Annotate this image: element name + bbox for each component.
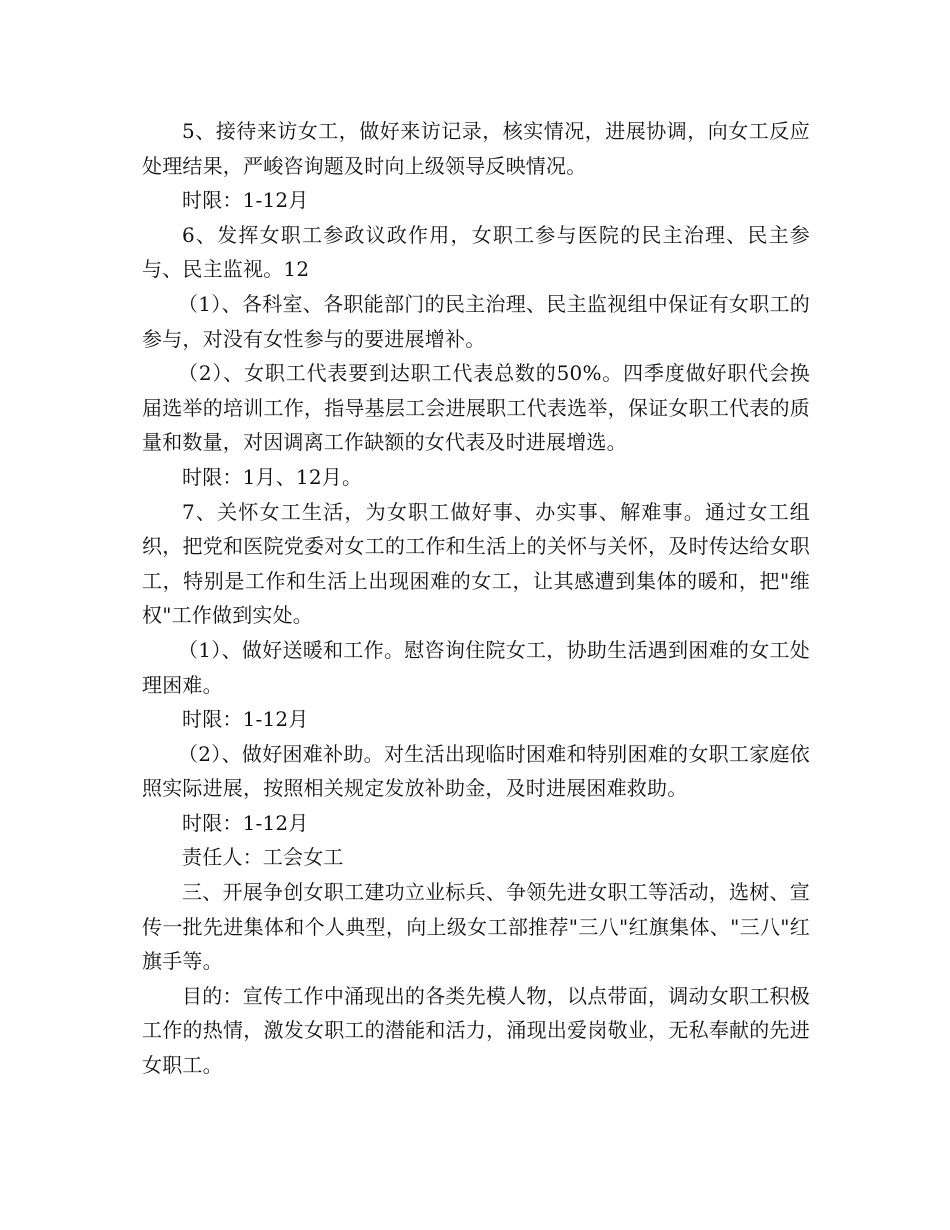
paragraph-deadline-7-2: 时限：1-12月 bbox=[182, 810, 309, 835]
paragraph-section-3: 三、开展争创女职工建功立业标兵、争领先进女职工等活动，选树、宣传一批先进集体和个人典型，向上级女工部推荐"三八"红旗集体、"三八"红旗手等。 bbox=[142, 880, 810, 974]
paragraph-item-6: 6、发挥女职工参政议政作用，女职工参与医院的民主治理、民主参与、民主监视。12 bbox=[142, 222, 810, 282]
paragraph-item-7-2: （2）、做好困难补助。对生活出现临时困难和特别困难的女职工家庭依照实际进展，按照相关规定发放补助金，及时进展困难救助。 bbox=[142, 741, 810, 801]
paragraph-item-6-2: （2）、女职工代表要到达职工代表总数的50%。四季度做好职代会换届选举的培训工作，指导基层工会进展职工代表选举，保证女职工代表的质量和数量，对因调离工作缺额的女代表及时进展增选。 bbox=[142, 361, 810, 455]
paragraph-item-7-1: （1）、做好送暖和工作。慰咨询住院女工，协助生活遇到困难的女工处理困难。 bbox=[142, 637, 810, 697]
document-body bbox=[142, 114, 810, 1083]
paragraph-deadline-6: 时限：1月、12月。 bbox=[182, 464, 363, 489]
paragraph-purpose-3: 目的：宣传工作中涌现出的各类先模人物，以点带面，调动女职工积极工作的热情，激发女职工的潜能和活力，涌现出爱岗敬业，无私奉献的先进女职工。 bbox=[142, 983, 810, 1078]
paragraph-deadline-7-1: 时限：1-12月 bbox=[182, 707, 309, 732]
paragraph-item-6-1: （1）、各科室、各职能部门的民主治理、民主监视组中保证有女职工的参与，对没有女性参与的要进展增补。 bbox=[142, 291, 810, 351]
paragraph-deadline-5: 时限：1-12月 bbox=[182, 188, 309, 213]
paragraph-responsible: 责任人：工会女工 bbox=[182, 845, 344, 870]
paragraph-item-7: 7、关怀女工生活，为女职工做好事、办实事、解难事。通过女工组织，把党和医院党委对女工的工作和生活上的关怀与关怀，及时传达给女职工，特别是工作和生活上出现困难的女工，让其感遭到集体的暖和，把"维权"工作做到实处。 bbox=[142, 499, 810, 628]
paragraph-item-5: 5、接待来访女工，做好来访记录，核实情况，进展协调，向女工反应处理结果，严峻咨询题及时向上级领导反映情况。 bbox=[142, 119, 810, 178]
